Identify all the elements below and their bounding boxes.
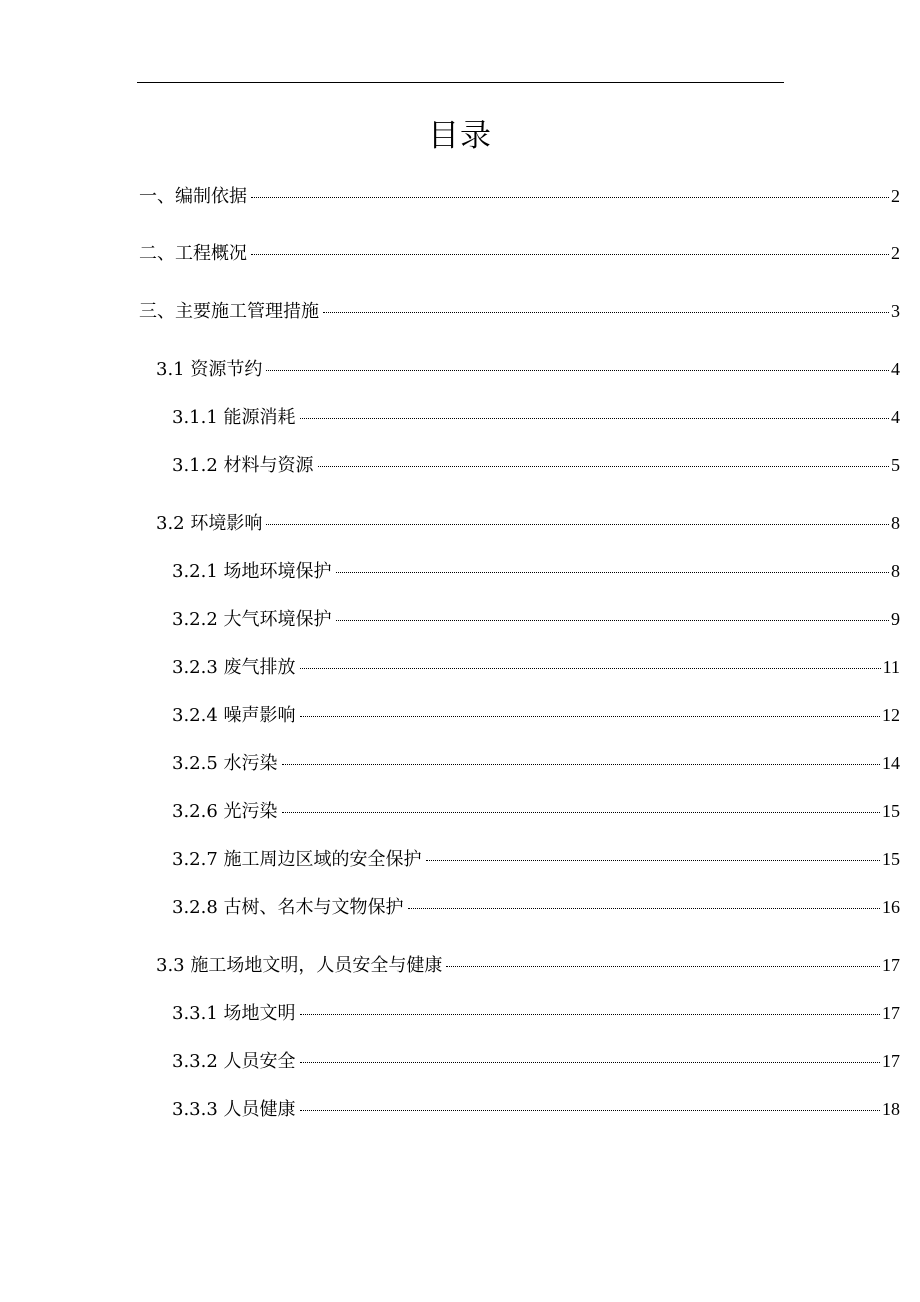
toc-entry-basis[interactable] (139, 184, 900, 208)
toc-dot-leader (266, 370, 889, 371)
toc-entry-label: 3.2.6 光污染 (172, 801, 278, 822)
toc-entry-label: 3.2.8 古树、名木与文物保护 (172, 897, 404, 918)
toc-page-number: 16 (882, 897, 900, 917)
toc-entry-label: 二、工程概况 (139, 243, 247, 264)
toc-entry-label: 3.2.4 噪声影响 (172, 705, 296, 726)
toc-dot-leader (318, 466, 889, 467)
toc-entry-label: 3.2.1 场地环境保护 (172, 561, 332, 582)
toc-entry-label: 3.3.2 人员安全 (172, 1051, 296, 1072)
toc-entry-3-2-5[interactable] (172, 751, 900, 775)
toc-page-number: 5 (891, 455, 900, 475)
toc-entry-3-3[interactable] (156, 953, 900, 977)
toc-entry-3-2-2[interactable] (172, 607, 900, 631)
toc-dot-leader (300, 668, 881, 669)
toc-dot-leader (446, 966, 880, 967)
toc-entry-3-2-6[interactable] (172, 799, 900, 823)
toc-dot-leader (266, 524, 889, 525)
toc-entry-3-2[interactable] (156, 511, 900, 535)
toc-dot-leader (408, 908, 880, 909)
toc-entry-label: 三、主要施工管理措施 (139, 301, 319, 322)
toc-entry-3-3-2[interactable] (172, 1049, 900, 1073)
toc-entry-3-2-4[interactable] (172, 703, 900, 727)
header-rule (137, 82, 784, 83)
toc-page-number: 14 (882, 753, 900, 773)
toc-entry-label: 3.2.7 施工周边区域的安全保护 (172, 849, 422, 870)
toc-entry-label: 3.2.3 废气排放 (172, 657, 296, 678)
toc-page-number: 15 (882, 801, 900, 821)
toc-entry-3-1-1[interactable] (172, 405, 900, 429)
toc-entry-3-2-3[interactable] (172, 655, 900, 679)
toc-entry-label: 一、编制依据 (139, 186, 247, 207)
toc-entry-3-1-2[interactable] (172, 453, 900, 477)
toc-entry-overview[interactable] (139, 241, 900, 265)
toc-page-number: 2 (891, 186, 900, 206)
toc-page-number: 4 (891, 359, 900, 379)
toc-entry-label: 3.1.1 能源消耗 (172, 407, 296, 428)
toc-page-number: 2 (891, 243, 900, 263)
toc-page-number: 8 (891, 513, 900, 533)
toc-page-number: 15 (882, 849, 900, 869)
toc-dot-leader (300, 1062, 880, 1063)
toc-dot-leader (300, 1110, 880, 1111)
toc-entry-3-3-1[interactable] (172, 1001, 900, 1025)
toc-page-number: 11 (882, 657, 900, 677)
toc-entry-3-2-8[interactable] (172, 895, 900, 919)
toc-entry-label: 3.1 资源节约 (156, 359, 263, 380)
toc-page-number: 17 (882, 955, 900, 975)
toc-entry-label: 3.1.2 材料与资源 (172, 455, 314, 476)
toc-entry-label: 3.2.2 大气环境保护 (172, 609, 332, 630)
toc-entry-label: 3.2 环境影响 (156, 513, 263, 534)
toc-page-number: 17 (882, 1003, 900, 1023)
toc-dot-leader (300, 1014, 880, 1015)
toc-dot-leader (300, 418, 889, 419)
toc-dot-leader (336, 572, 889, 573)
toc-entry-label: 3.3.3 人员健康 (172, 1099, 296, 1120)
toc-entry-3-2-1[interactable] (172, 559, 900, 583)
toc-dot-leader (251, 254, 889, 255)
toc-dot-leader (323, 312, 889, 313)
toc-entry-3-1[interactable] (156, 357, 900, 381)
toc-dot-leader (426, 860, 880, 861)
toc-entry-label: 3.3 施工场地文明，人员安全与健康 (156, 955, 443, 976)
toc-page-number: 12 (882, 705, 900, 725)
toc-dot-leader (282, 764, 880, 765)
toc-dot-leader (336, 620, 889, 621)
toc-entry-3-2-7[interactable] (172, 847, 900, 871)
toc-dot-leader (300, 716, 880, 717)
toc-dot-leader (282, 812, 880, 813)
toc-page-number: 17 (882, 1051, 900, 1071)
toc-page-number: 18 (882, 1099, 900, 1119)
toc-entry-label: 3.3.1 场地文明 (172, 1003, 296, 1024)
toc-title: 目录 (428, 118, 492, 154)
toc-entry-label: 3.2.5 水污染 (172, 753, 278, 774)
toc-page-number: 8 (891, 561, 900, 581)
toc-page-number: 9 (891, 609, 900, 629)
toc-page-number: 3 (891, 301, 900, 321)
toc-dot-leader (251, 197, 889, 198)
toc-entry-measures[interactable] (139, 299, 900, 323)
toc-page-number: 4 (891, 407, 900, 427)
toc-entry-3-3-3[interactable] (172, 1097, 900, 1121)
